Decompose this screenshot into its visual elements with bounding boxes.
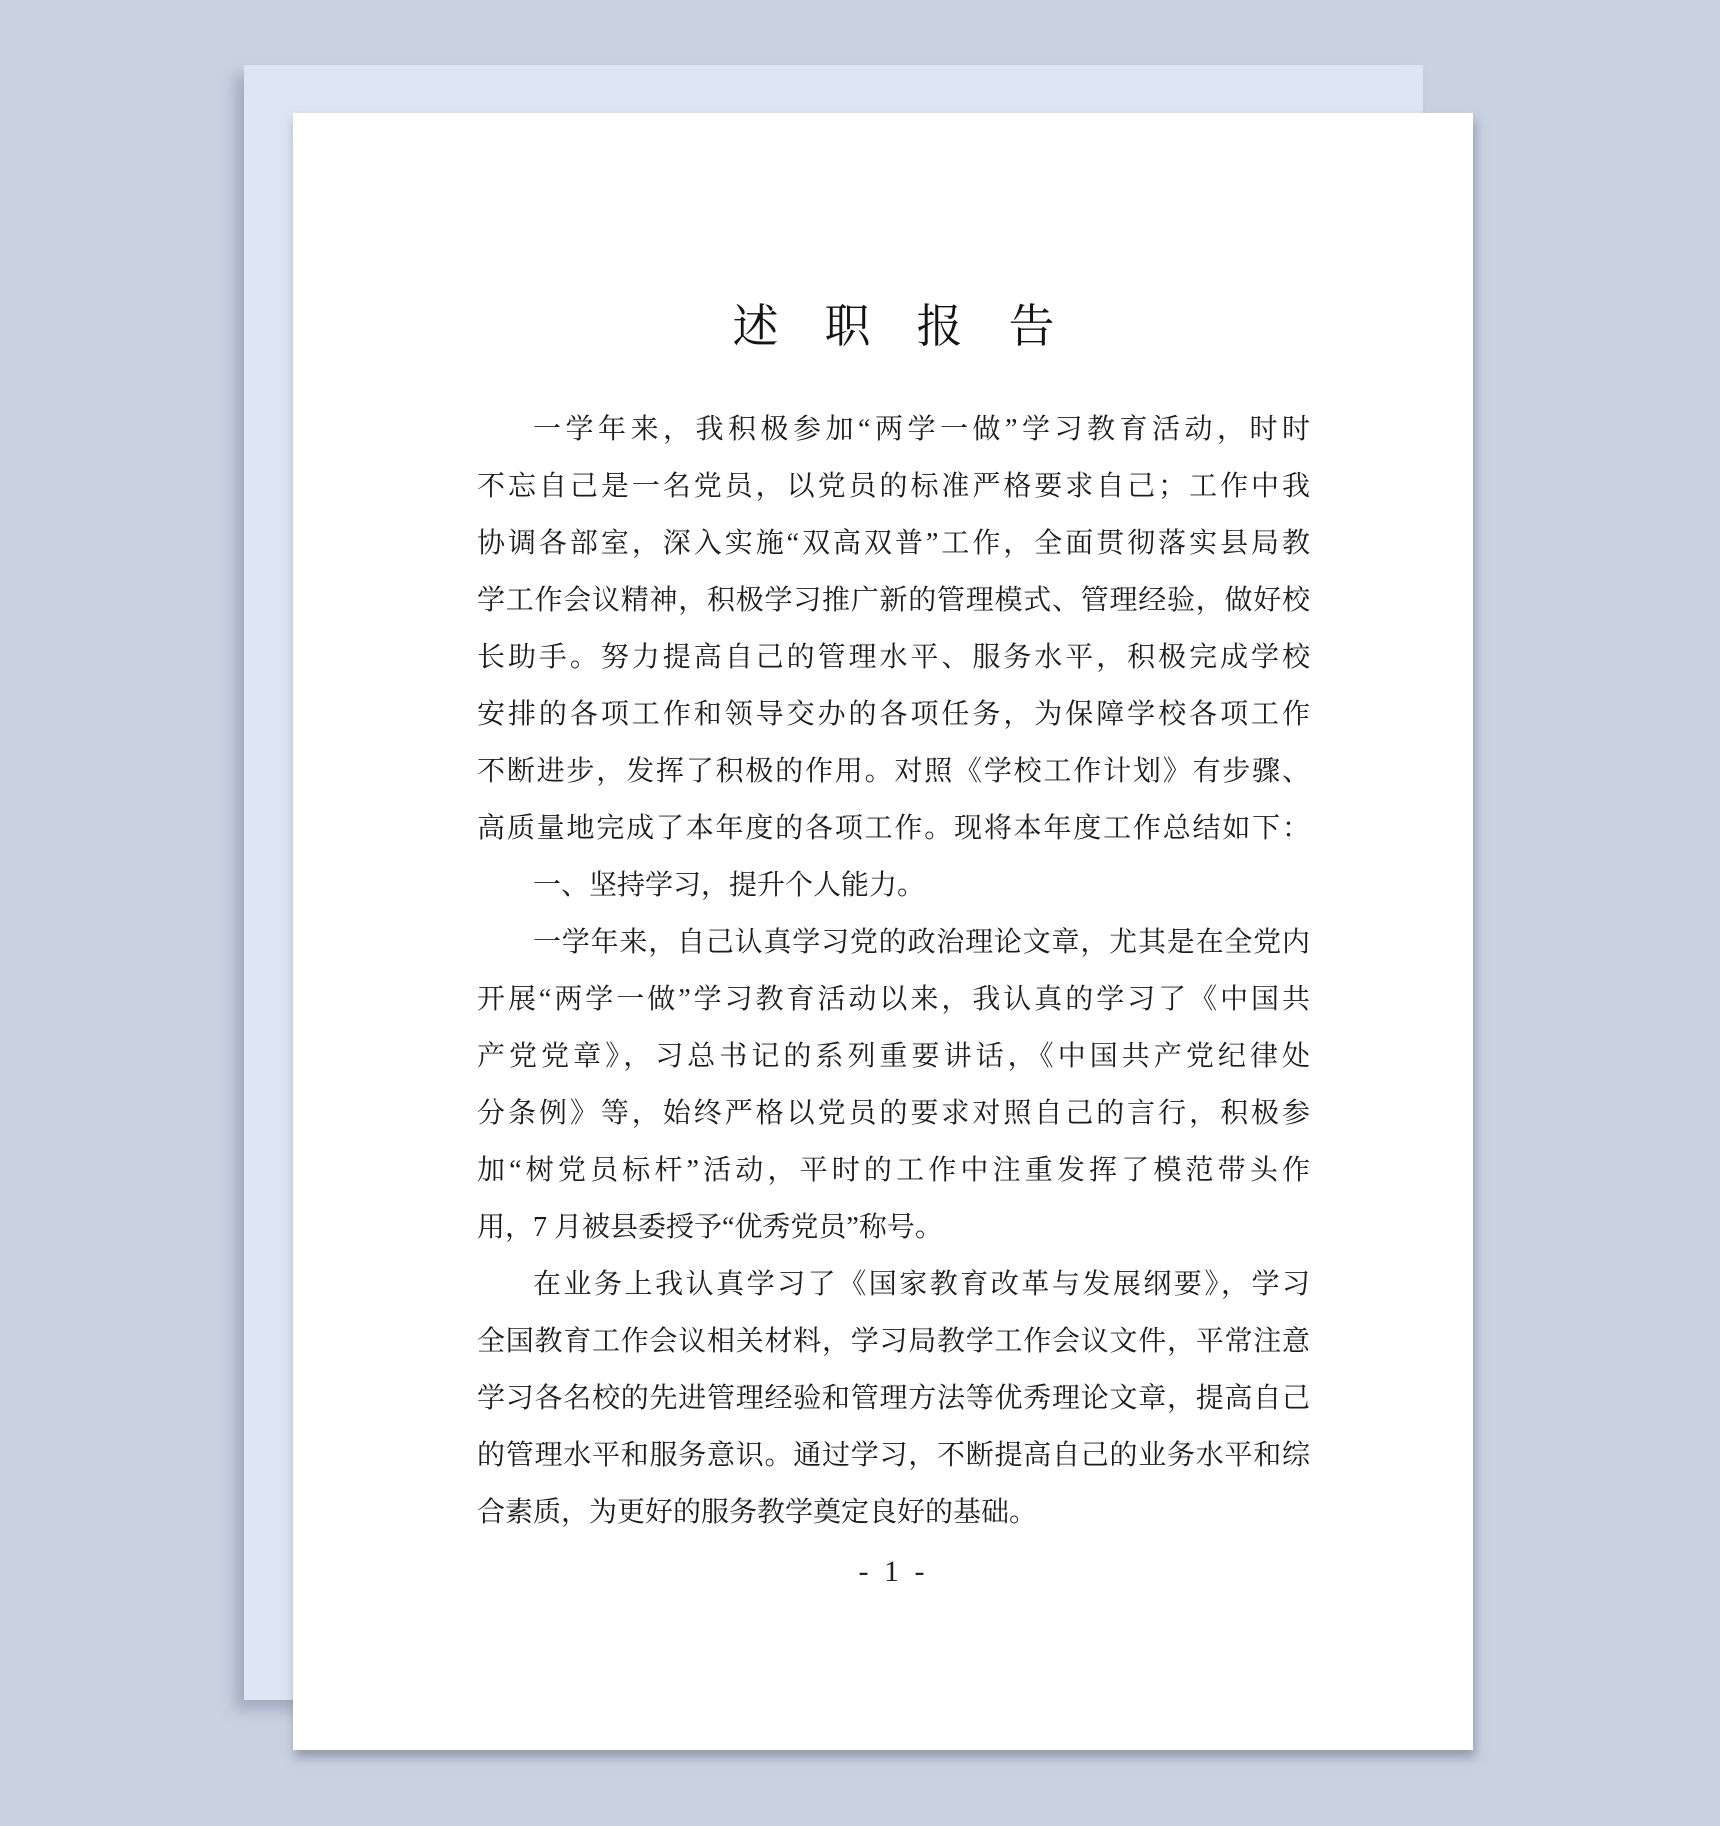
text-line: 产党党章》，习总书记的系列重要讲话，《中国共产党纪律处 xyxy=(477,1041,1310,1072)
text-line: 不忘自己是一名党员，以党员的标准严格要求自己；工作中我 xyxy=(477,471,1310,502)
text-line: 学工作会议精神，积极学习推广新的管理模式、管理经验，做好校 xyxy=(477,585,1310,616)
text-line: 一学年来，自己认真学习党的政治理论文章，尤其是在全党内 xyxy=(533,927,1310,958)
text-line: 用，7 月被县委授予“优秀党员”称号。 xyxy=(477,1212,943,1243)
text-line: 开展“两学一做”学习教育活动以来，我认真的学习了《中国共 xyxy=(477,984,1310,1015)
text-line: 不断进步，发挥了积极的作用。对照《学校工作计划》有步骤、 xyxy=(477,756,1310,787)
text-line: 加“树党员标杆”活动，平时的工作中注重发挥了模范带头作 xyxy=(477,1155,1310,1186)
text-line: 安排的各项工作和领导交办的各项任务，为保障学校各项工作 xyxy=(477,699,1310,730)
text-line: 在业务上我认真学习了《国家教育改革与发展纲要》，学习 xyxy=(533,1269,1310,1300)
text-line: 一学年来，我积极参加“两学一做”学习教育活动，时时 xyxy=(533,414,1310,445)
text-line: 分条例》等，始终严格以党员的要求对照自己的言行，积极参 xyxy=(477,1098,1310,1129)
text-line: 合素质，为更好的服务教学奠定良好的基础。 xyxy=(477,1497,1038,1528)
section-heading: 一、坚持学习，提升个人能力。 xyxy=(533,870,926,901)
text-line: 长助手。努力提高自己的管理水平、服务水平，积极完成学校 xyxy=(477,642,1310,673)
text-line: 协调各部室，深入实施“双高双普”工作，全面贯彻落实县局教 xyxy=(477,528,1310,559)
text-line: 学习各名校的先进管理经验和管理方法等优秀理论文章，提高自己 xyxy=(477,1383,1310,1414)
page-number: - 1 - xyxy=(858,1555,929,1588)
document-title: 述职报告 xyxy=(732,301,1101,352)
text-line: 高质量地完成了本年度的各项工作。现将本年度工作总结如下： xyxy=(477,813,1310,844)
document-body xyxy=(477,401,1310,1600)
text-line: 的管理水平和服务意识。通过学习，不断提高自己的业务水平和综 xyxy=(477,1440,1310,1471)
document-page xyxy=(293,113,1473,1750)
body-lines xyxy=(477,401,1310,1541)
text-line: 全国教育工作会议相关材料，学习局教学工作会议文件，平常注意 xyxy=(477,1326,1310,1357)
